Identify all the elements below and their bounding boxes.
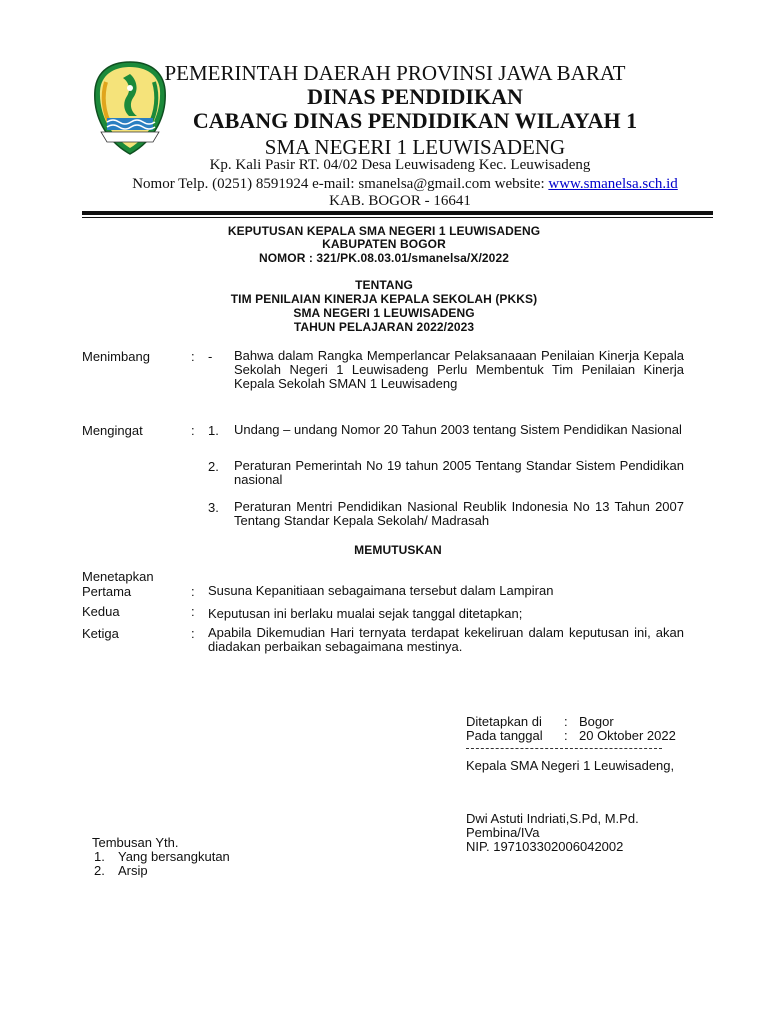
signer-position: Kepala SMA Negeri 1 Leuwisadeng, bbox=[466, 758, 675, 773]
ketiga-label: Ketiga bbox=[82, 626, 119, 641]
menimbang-text: Bahwa dalam Rangka Memperlancar Pelaksanaaan Penilaian Kinerja Kepala Sekolah Negeri 1 Leuwisadeng Perlu Membentuk Tim Penilaian Kinerja Kepala Sekolah SMAN 1 Leuwisadeng bbox=[234, 348, 684, 391]
header-branch: CABANG DINAS PENDIDIKAN WILAYAH 1 bbox=[192, 108, 638, 133]
mengingat-item-text: Undang – undang Nomor 20 Tahun 2003 tentang Sistem Pendidikan Nasional bbox=[234, 422, 682, 437]
mengingat-item-number: 2. bbox=[208, 459, 219, 474]
jawa-barat-emblem-logo bbox=[93, 60, 167, 156]
signature-divider bbox=[466, 748, 662, 749]
decree-year: TAHUN PELAJARAN 2022/2023 bbox=[293, 320, 475, 334]
mengingat-colon: : bbox=[191, 423, 195, 438]
header-school-name: SMA NEGERI 1 LEUWISADENG bbox=[264, 135, 566, 159]
pertama-text: Susuna Kepanitiaan sebagaimana tersebut dalam Lampiran bbox=[208, 583, 554, 598]
menimbang-colon: : bbox=[191, 349, 195, 364]
mengingat-label: Mengingat bbox=[82, 423, 143, 438]
contact-text: Nomor Telp. (0251) 8591924 e-mail: smanelsa@gmail.com website: bbox=[132, 176, 549, 192]
tembusan-title: Tembusan Yth. bbox=[92, 835, 179, 850]
mengingat-item-text: Peraturan Pemerintah No 19 tahun 2005 Tentang Standar Sistem Pendidikan nasional bbox=[234, 458, 684, 487]
pertama-label: Pertama bbox=[82, 584, 132, 599]
tanggal-colon: : bbox=[564, 728, 568, 743]
kedua-colon: : bbox=[191, 604, 195, 619]
tanggal-value: 20 Oktober 2022 bbox=[579, 728, 676, 743]
ditetapkan-value: Bogor bbox=[579, 714, 614, 729]
menimbang-bullet: - bbox=[208, 349, 213, 364]
kedua-text: Keputusan ini berlaku mualai sejak tanggal ditetapkan; bbox=[208, 606, 523, 621]
decree-school: SMA NEGERI 1 LEUWISADENG bbox=[293, 306, 475, 320]
menimbang-label: Menimbang bbox=[82, 349, 150, 364]
header-divider-thick bbox=[82, 211, 713, 215]
tembusan-item-text: Yang bersangkutan bbox=[118, 849, 230, 864]
menetapkan-label: Menetapkan bbox=[82, 569, 154, 584]
signer-rank: Pembina/IVa bbox=[466, 825, 540, 840]
decree-title: KEPUTUSAN KEPALA SMA NEGERI 1 LEUWISADENG bbox=[227, 224, 541, 238]
decree-tentang: TENTANG bbox=[355, 278, 413, 292]
decree-number: NOMOR : 321/PK.08.03.01/smanelsa/X/2022 bbox=[258, 251, 510, 265]
ketiga-colon: : bbox=[191, 626, 195, 641]
header-divider-thin bbox=[82, 217, 713, 218]
decree-regency: KABUPATEN BOGOR bbox=[322, 237, 446, 251]
pertama-colon: : bbox=[191, 584, 195, 599]
mengingat-item-number: 3. bbox=[208, 500, 219, 515]
header-address: Kp. Kali Pasir RT. 04/02 Desa Leuwisadeng Kec. Leuwisadeng bbox=[209, 157, 591, 173]
decree-subject: TIM PENILAIAN KINERJA KEPALA SEKOLAH (PKKS) bbox=[230, 292, 538, 306]
ditetapkan-label: Ditetapkan di bbox=[466, 714, 542, 729]
header-agency: DINAS PENDIDIKAN bbox=[307, 84, 523, 109]
tembusan-item-text: Arsip bbox=[118, 863, 148, 878]
header-regency: KAB. BOGOR - 16641 bbox=[329, 193, 471, 209]
ketiga-text: Apabila Dikemudian Hari ternyata terdapat kekeliruan dalam keputusan ini, akan diadakan perbaikan sebagaimana mestinya. bbox=[208, 625, 684, 654]
mengingat-item-text: Peraturan Mentri Pendidikan Nasional Reublik Indonesia No 13 Tahun 2007 Tentang Standar Kepala Sekolah/ Madrasah bbox=[234, 499, 684, 528]
signer-nip: NIP. 197103302006042002 bbox=[466, 839, 624, 854]
memutuskan-heading: MEMUTUSKAN bbox=[354, 543, 442, 557]
mengingat-item-number: 1. bbox=[208, 423, 219, 438]
tanggal-label: Pada tanggal bbox=[466, 728, 543, 743]
header-contact bbox=[60, 176, 750, 193]
header-government: PEMERINTAH DAERAH PROVINSI JAWA BARAT bbox=[164, 61, 626, 85]
tembusan-item-number: 2. bbox=[94, 863, 105, 878]
kedua-label: Kedua bbox=[82, 604, 120, 619]
website-link[interactable]: www.smanelsa.sch.id bbox=[548, 176, 678, 192]
ditetapkan-colon: : bbox=[564, 714, 568, 729]
signer-name: Dwi Astuti Indriati,S.Pd, M.Pd. bbox=[466, 811, 639, 826]
tembusan-item-number: 1. bbox=[94, 849, 105, 864]
